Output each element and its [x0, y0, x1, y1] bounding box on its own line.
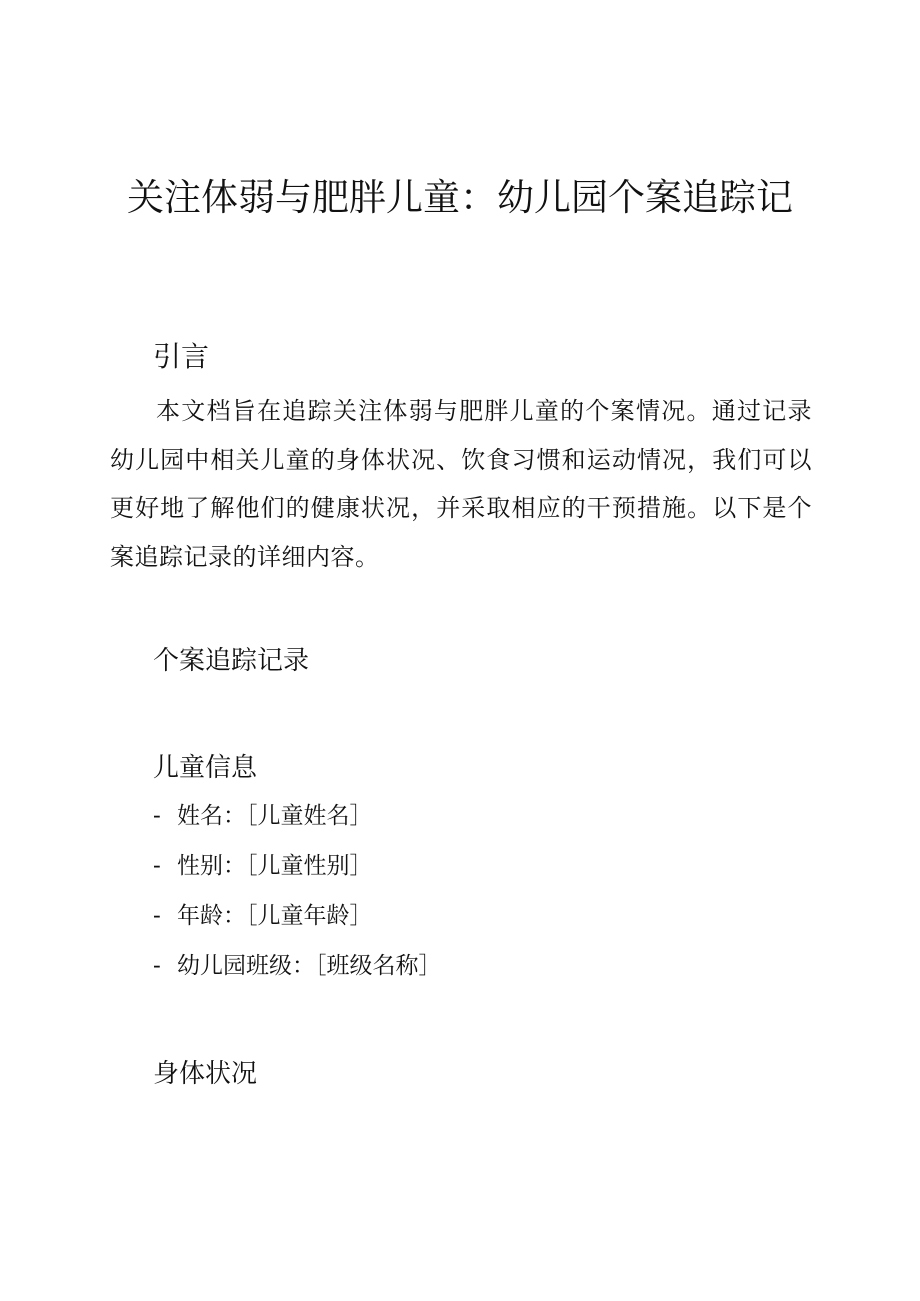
case-records-heading: 个案追踪记录 [153, 646, 310, 676]
child-info-item-class [153, 946, 442, 996]
child-info-list [153, 796, 442, 996]
intro-heading: 引言 [153, 340, 210, 373]
child-info-class-text: 幼儿园班级：［班级名称］ [177, 953, 442, 979]
child-info-age-text: 年龄：［儿童年龄］ [177, 903, 373, 929]
child-info-name-text: 姓名：［儿童姓名］ [177, 803, 373, 829]
child-info-item-gender [153, 846, 442, 896]
list-dash: - [153, 853, 161, 879]
child-info-item-name [153, 796, 442, 846]
list-dash: - [153, 953, 161, 979]
child-info-heading: 儿童信息 [153, 753, 258, 783]
document-title: 关注体弱与肥胖儿童：幼儿园个案追踪记 [127, 176, 793, 219]
child-info-item-age [153, 896, 442, 946]
list-dash: - [153, 903, 161, 929]
intro-paragraph: 本文档旨在追踪关注体弱与肥胖儿童的个案情况。通过记录幼儿园中相关儿童的身体状况、饮食习惯和运动情况，我们可以更好地了解他们的健康状况，并采取相应的干预措施。以下是个案追踪记录的详细内容。 [110, 397, 812, 571]
list-dash: - [153, 803, 161, 829]
body-condition-heading: 身体状况 [153, 1059, 258, 1089]
child-info-gender-text: 性别：［儿童性别］ [177, 853, 373, 879]
